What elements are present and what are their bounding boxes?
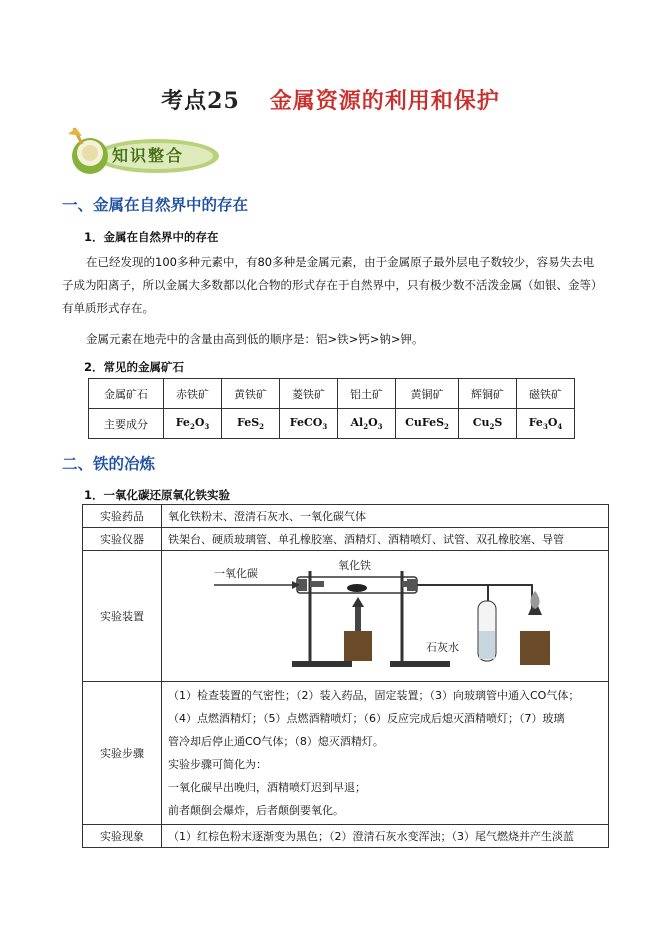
fe2o3-label: 氧化铁 xyxy=(338,559,371,572)
ore-row-label: 主要成分 xyxy=(89,409,164,439)
step-line: （1）检查装置的气密性；（2）装入药品，固定装置；（3）向玻璃管中通入CO气体； xyxy=(168,689,580,702)
ore-formula: FeS$_2$ xyxy=(222,409,280,439)
ore-name: 黄铁矿 xyxy=(222,379,280,409)
experiment-table xyxy=(82,504,609,848)
apparatus-row xyxy=(83,551,609,682)
ore-formula: $Fe_3O_4$ xyxy=(517,409,575,439)
apparatus-figure xyxy=(162,551,609,682)
ore-formula: $Cu_2S$ xyxy=(459,409,517,439)
reagents-label: 实验药品 xyxy=(83,505,162,528)
apparatus-label: 实验装置 xyxy=(83,551,162,682)
step-line: 实验步骤可简化为： xyxy=(168,758,267,771)
instruments-row xyxy=(83,528,609,551)
section2-heading: 二、铁的冶炼 xyxy=(62,455,156,473)
knowledge-badge xyxy=(62,126,222,178)
instruments-label: 实验仪器 xyxy=(83,528,162,551)
ore-name: 菱铁矿 xyxy=(280,379,338,409)
ore-name: 辉铜矿 xyxy=(459,379,517,409)
ore-formula: CuFeS$_2$ xyxy=(396,409,459,439)
ore-header-row xyxy=(89,379,575,409)
para1-line3: 有单质形式存在。 xyxy=(62,301,154,315)
ore-formula: $Fe_2O_3$ xyxy=(164,409,222,439)
step-line: （4）点燃酒精灯；（5）点燃酒精喷灯；（6）反应完成后熄灭酒精喷灯；（7）玻璃 xyxy=(168,712,565,725)
section1-paragraph2: 金属元素在地壳中的含量由高到低的顺序是：铝>铁>钙>钠>钾。 xyxy=(86,332,424,346)
reagents-row xyxy=(83,505,609,528)
page-title xyxy=(0,84,661,115)
ore-header-label: 金属矿石 xyxy=(89,379,164,409)
para1-line2: 子成为阳离子，所以金属大多数都以化合物的形式存在于自然界中，只有极少数不活泼金属（如银、金等） xyxy=(62,278,603,292)
ore-name: 磁铁矿 xyxy=(517,379,575,409)
step-line: 前者颠倒会爆炸，后者颠倒要氧化。 xyxy=(168,804,344,817)
section1-heading: 一、金属在自然界中的存在 xyxy=(62,196,249,214)
ore-formula: $Al_2O_3$ xyxy=(338,409,396,439)
steps-value xyxy=(162,682,609,825)
title-text: 金属资源的利用和保护 xyxy=(269,89,500,114)
ore-formula-row xyxy=(89,409,575,439)
co-label: 一氧化碳 xyxy=(214,567,258,580)
ore-name: 赤铁矿 xyxy=(164,379,222,409)
step-line: 一氧化碳早出晚归，酒精喷灯迟到早退； xyxy=(168,781,366,794)
para1-line1: 在已经发现的100多种元素中，有80多种是金属元素，由于金属原子最外层电子数较少，容易失去电 xyxy=(86,255,595,269)
ore-formula: FeCO$_3$ xyxy=(280,409,338,439)
step-line: 管冷却后停止通CO气体；（8）熄灭酒精灯。 xyxy=(168,735,384,748)
phenomena-label: 实验现象 xyxy=(83,825,162,848)
section1-sub2: 2．常见的金属矿石 xyxy=(84,360,185,374)
ore-name: 铝土矿 xyxy=(338,379,396,409)
steps-label: 实验步骤 xyxy=(83,682,162,825)
steps-row xyxy=(83,682,609,825)
phenomena-row xyxy=(83,825,609,848)
section2-sub1: 1．一氧化碳还原氧化铁实验 xyxy=(84,488,231,502)
ore-table xyxy=(88,378,575,439)
ore-name: 黄铜矿 xyxy=(396,379,459,409)
badge-label: 知识整合 xyxy=(112,146,185,165)
instruments-value: 铁架台、硬质玻璃管、单孔橡胶塞、酒精灯、酒精喷灯、试管、双孔橡胶塞、导管 xyxy=(162,528,609,551)
reagents-value: 氧化铁粉末、澄清石灰水、一氧化碳气体 xyxy=(162,505,609,528)
title-number: 考点25 xyxy=(161,88,240,114)
limewater-label: 石灰水 xyxy=(426,641,459,654)
section1-paragraph1 xyxy=(62,251,610,320)
phenomena-value: （1）红棕色粉末逐渐变为黑色；（2）澄清石灰水变浑浊；（3）尾气燃烧并产生淡蓝 xyxy=(162,825,609,848)
section1-sub1: 1．金属在自然界中的存在 xyxy=(84,230,219,244)
apparatus-diagram xyxy=(162,551,602,681)
